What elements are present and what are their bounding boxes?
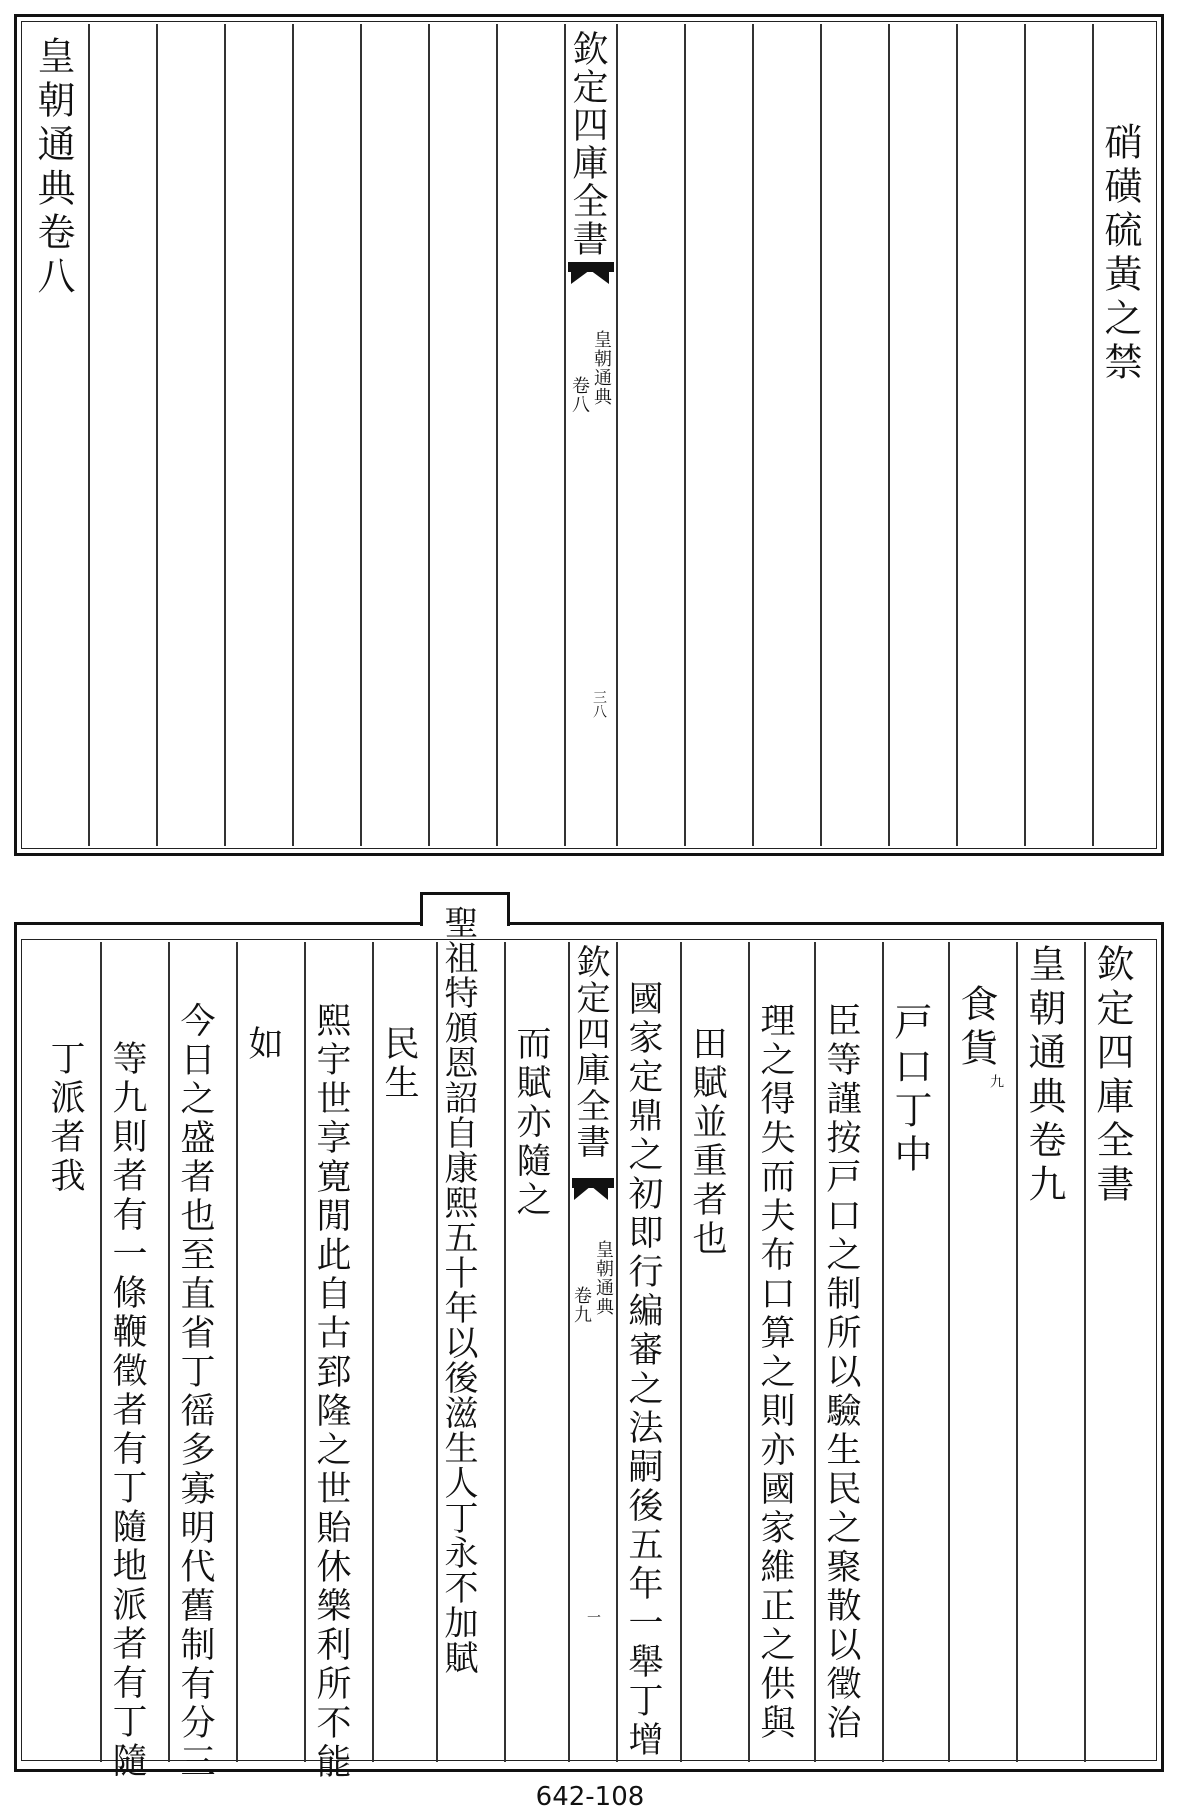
bottom-center-title: 欽定四庫全書 xyxy=(570,944,610,1160)
text-column-1: 臣等謹按戸口之制所以驗生民之聚散以徵治 xyxy=(821,1002,861,1743)
bottom-center-volume-b: 卷九 xyxy=(571,1286,592,1324)
text-column-2: 理之得失而夫布口算之則亦國家維正之供與 xyxy=(755,1002,795,1743)
bottom-center-page-no: 一 xyxy=(585,1610,601,1624)
top-center-volume-a: 皇朝通典 xyxy=(591,330,612,406)
top-center-volume-b: 卷八 xyxy=(569,376,590,414)
text-column-10: 今日之盛者也至直省丁徭多寡明代舊制有分三 xyxy=(175,1002,215,1782)
top-right-column: 硝磺硫黃之禁 xyxy=(1098,122,1142,386)
text-column-4: 國家定鼎之初即行編審之法嗣後五年一舉丁增 xyxy=(623,980,663,1760)
bottom-fish-tail-ornament xyxy=(574,1186,608,1200)
text-column-12: 丁派者我 xyxy=(45,1040,85,1196)
text-column-6: 聖祖特頒恩詔自康熙五十年以後滋生人丁永不加賦 xyxy=(438,905,478,1675)
category-heading xyxy=(954,984,1004,1088)
top-fish-tail-ornament xyxy=(571,270,609,284)
volume-heading: 皇朝通典卷九 xyxy=(1022,944,1066,1208)
text-column-5: 而賦亦隨之 xyxy=(511,1025,551,1220)
category-number: 九 xyxy=(988,1074,1004,1088)
text-column-3: 田賦並重者也 xyxy=(687,1025,727,1259)
page-label: 642-108 xyxy=(535,1782,645,1812)
text-column-9: 如 xyxy=(243,1025,283,1064)
bottom-center-volume-a: 皇朝通典 xyxy=(593,1240,614,1316)
section-heading: 戸口丁中 xyxy=(888,1002,932,1178)
text-column-8: 熙宇世享寛閒此自古郅隆之世貽休樂利所不能 xyxy=(311,1002,351,1782)
top-heading: 皇朝通典卷八 xyxy=(31,36,75,300)
top-center-title: 欽定四庫全書 xyxy=(567,30,608,258)
text-column-11: 等九則者有一條鞭徵者有丁隨地派者有丁隨 xyxy=(107,1040,147,1781)
book-title: 欽定四庫全書 xyxy=(1090,944,1134,1208)
top-center-page-no: 三八 xyxy=(591,690,607,718)
category-label: 食貨 xyxy=(954,984,998,1072)
text-column-7: 民生 xyxy=(379,1025,419,1103)
